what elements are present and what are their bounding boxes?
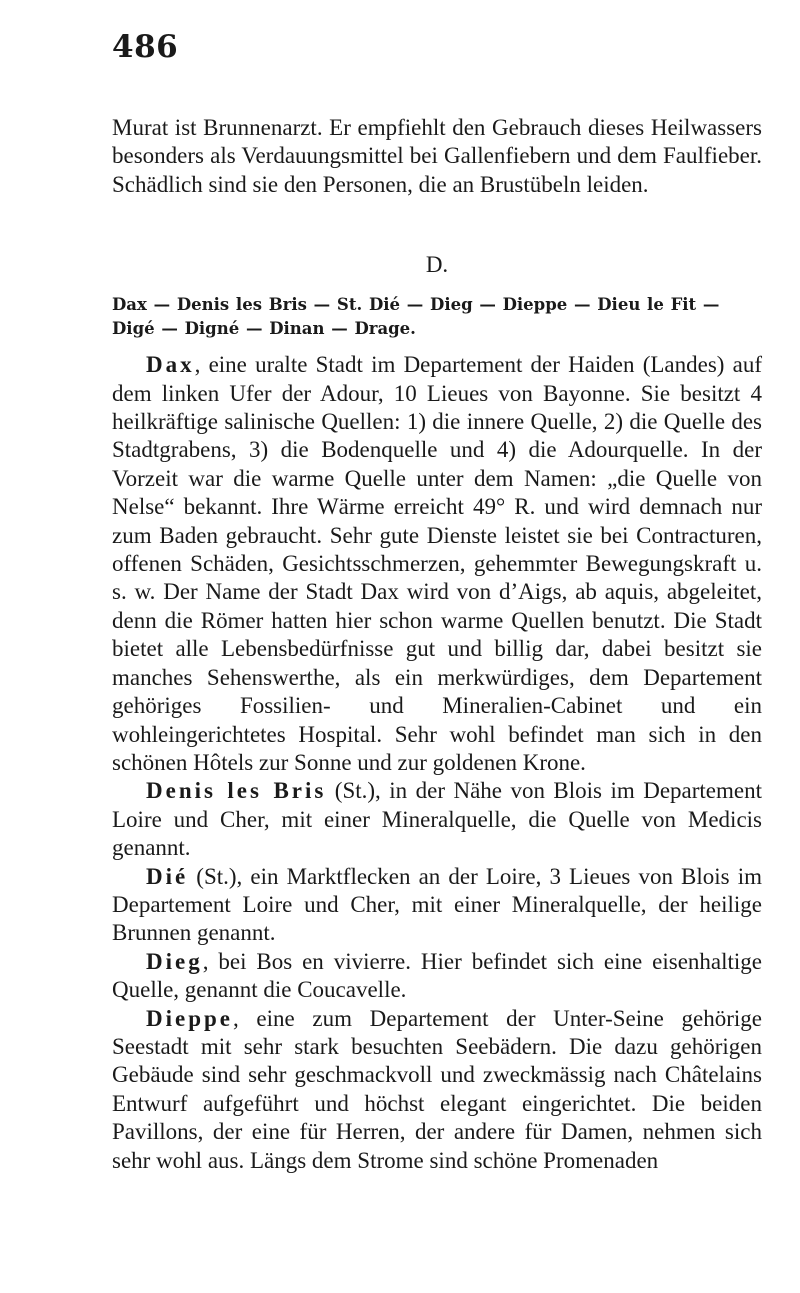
entry-dax [112,351,762,777]
entry-text: , eine zum Departement der Unter-Seine gehörige Seestadt mit sehr stark besuchten Seebädern. Die dazu gehörigen Gebäude sind sehr geschmackvoll und zweckmässig nach Châtelains Entwurf aufgeführt und höchst elegant eingerichtet. Die beiden Pavillons, der eine für Herren, der andere für Damen, nehmen sich sehr wohl aus. Längs dem Strome sind schöne Promenaden [112,1005,762,1173]
entry-keyword: Dieppe [146,1005,233,1031]
entry-keyword: Dieg [146,948,203,974]
entry-keyword: Denis les Bris [146,778,327,804]
entry-dieppe [112,1005,762,1175]
entry-denis-les-bris [112,777,762,862]
entry-text: , bei Bos en vivierre. Hier befindet sich eine eisenhaltige Quelle, genannt die Coucavelle. [112,948,762,1003]
entry-keyword: Dax [146,352,195,378]
entry-dieg [112,948,762,1005]
intro-paragraph: Murat ist Brunnenarzt. Er empfiehlt den Gebrauch dieses Heilwassers besonders als Verdauungsmittel bei Gallenfiebern und dem Faulfieber. Schädlich sind sie den Personen, die an Brustübeln leiden. [112,115,762,197]
entry-text: (St.), ein Marktflecken an der Loire, 3 Lieues von Blois im Departement Loire und Cher, mit einer Mineralquelle, der heilige Brunnen genannt. [112,863,762,946]
entry-keyword: Dié [146,863,189,889]
page-number: 486 [112,29,179,65]
section-index-line: Dax — Denis les Bris — St. Dié — Dieg — Dieppe — Dieu le Fit — Digé — Digné — Dinan — Drage. [112,295,720,339]
entry-die [112,863,762,948]
entry-text: (St.), in der Nähe von Blois im Departement Loire und Cher, mit einer Mineralquelle, die Quelle von Medicis genannt. [112,778,762,861]
entry-text: , eine uralte Stadt im Departement der Haiden (Landes) auf dem linken Ufer der Adour, 10 Lieues von Bayonne. Sie besitzt 4 heilkräftige salinische Quellen: 1) die innere Quelle, 2) die Quelle des Stadtgrabens, 3) die Bodenquelle und 4) die Adourquelle. In der Vorzeit war die warme Quelle unter dem Namen: „die Quelle von Nelse“ bekannt. Ihre Wärme erreicht 49° R. und wird demnach nur zum Baden gebraucht. Sehr gute Dienste leistet sie bei Contracturen, offenen Schäden, Gesichtsschmerzen, gehemmter Bewegungskraft u. s. w. Der Name der Stadt Dax wird von d’Aigs, ab aquis, abgeleitet, denn die Römer hatten hier schon warme Quellen benutzt. Die Stadt bietet alle Lebensbedürfnisse gut und billig dar, dabei besitzt sie manches Sehenswerthe, als ein merkwürdiges, dem Departement gehöriges Fossilien- und Mineralien-Cabinet und ein wohleingerichtetes Hospital. Sehr wohl befindet man sich in den schönen Hôtels zur Sonne und zur goldenen Krone. [112,352,762,775]
section-heading: D. [425,252,449,278]
